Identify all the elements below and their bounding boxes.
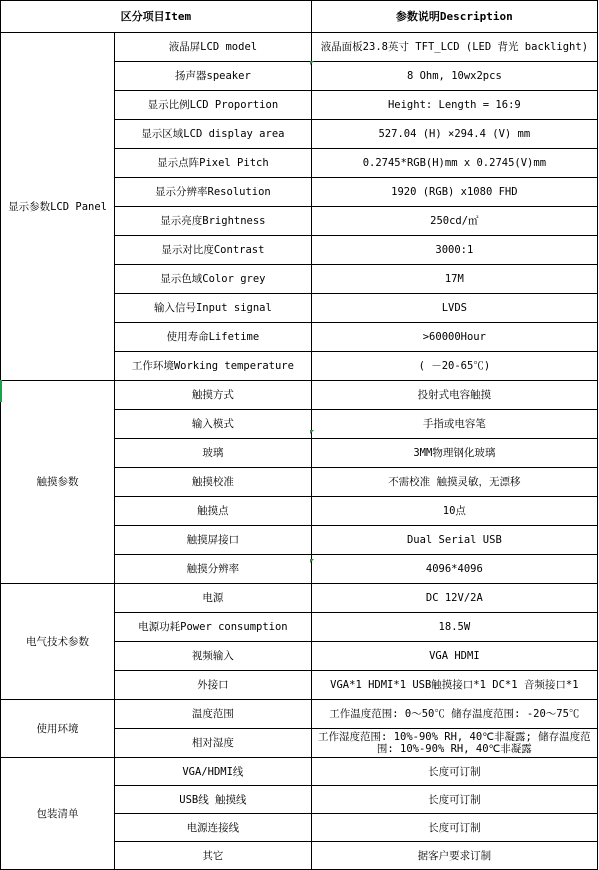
header-item: 区分项目Item (1, 1, 312, 33)
desc-cell: 250cd/㎡ (311, 207, 597, 236)
desc-cell: DC 12V/2A (311, 584, 597, 613)
item-cell: 显示比例LCD Proportion (115, 91, 312, 120)
desc-cell: VGA*1 HDMI*1 USB触摸接口*1 DC*1 音频接口*1 (311, 671, 597, 700)
header-row (1, 1, 598, 33)
item-cell: 玻璃 (115, 439, 312, 468)
desc-cell: 4096*4096 (311, 555, 597, 584)
desc-cell: 手指或电容笔 (311, 410, 597, 439)
item-cell: 触摸分辨率 (115, 555, 312, 584)
item-cell: 相对湿度 (115, 729, 312, 758)
group-electrical: 电气技术参数 (1, 584, 115, 700)
selection-edge-marker (0, 380, 2, 402)
item-cell: 扬声器speaker (115, 62, 312, 91)
desc-cell: 17M (311, 265, 597, 294)
desc-cell: 1920 (RGB) x1080 FHD (311, 178, 597, 207)
group-environment: 使用环境 (1, 700, 115, 758)
item-cell: 工作环境Working temperature (115, 352, 312, 381)
desc-cell: 投射式电容触摸 (311, 381, 597, 410)
item-cell: 外接口 (115, 671, 312, 700)
item-cell: USB线 触摸线 (115, 786, 312, 814)
desc-cell: LVDS (311, 294, 597, 323)
table-row (1, 33, 598, 62)
desc-cell: 0.2745*RGB(H)mm x 0.2745(V)mm (311, 149, 597, 178)
item-cell: 显示点阵Pixel Pitch (115, 149, 312, 178)
desc-cell: 18.5W (311, 613, 597, 642)
item-cell: 显示亮度Brightness (115, 207, 312, 236)
item-cell: 电源 (115, 584, 312, 613)
header-description: 参数说明Description (311, 1, 597, 33)
item-cell: 显示对比度Contrast (115, 236, 312, 265)
item-cell: VGA/HDMI线 (115, 758, 312, 786)
group-packaging: 包装清单 (1, 758, 115, 870)
group-lcd-panel: 显示参数LCD Panel (1, 33, 115, 381)
item-cell: 触摸屏接口 (115, 526, 312, 555)
desc-cell: 工作温度范围: 0～50℃ 储存温度范围: -20～75℃ (311, 700, 597, 729)
table-row (1, 758, 598, 786)
item-cell: 电源功耗Power consumption (115, 613, 312, 642)
item-cell: 输入信号Input signal (115, 294, 312, 323)
desc-cell: 3MM物理钢化玻璃 (311, 439, 597, 468)
item-cell: 温度范围 (115, 700, 312, 729)
desc-cell: 长度可订制 (311, 758, 597, 786)
item-cell: 电源连接线 (115, 814, 312, 842)
item-cell: 显示色域Color grey (115, 265, 312, 294)
cell-comment-marker (310, 61, 314, 65)
desc-cell: Height: Length = 16:9 (311, 91, 597, 120)
item-cell: 使用寿命Lifetime (115, 323, 312, 352)
cell-comment-marker (310, 559, 314, 563)
desc-cell: 据客户要求订制 (311, 842, 597, 870)
desc-cell: 10点 (311, 497, 597, 526)
table-row (1, 584, 598, 613)
cell-comment-marker (310, 430, 314, 434)
item-cell: 触摸方式 (115, 381, 312, 410)
desc-cell: ( －20-65℃) (311, 352, 597, 381)
desc-cell: 长度可订制 (311, 814, 597, 842)
table-row (1, 700, 598, 729)
item-cell: 触摸校准 (115, 468, 312, 497)
desc-cell: 工作湿度范围: 10%-90% RH, 40℃非凝露; 储存温度范围: 10%-90% RH, 40℃非凝露 (311, 729, 597, 758)
desc-cell: 不需校准 触摸灵敏，无漂移 (311, 468, 597, 497)
item-cell: 输入模式 (115, 410, 312, 439)
desc-cell: VGA HDMI (311, 642, 597, 671)
desc-cell: Dual Serial USB (311, 526, 597, 555)
item-cell: 视频输入 (115, 642, 312, 671)
item-cell: 液晶屏LCD model (115, 33, 312, 62)
desc-cell: 长度可订制 (311, 786, 597, 814)
desc-cell: 3000:1 (311, 236, 597, 265)
item-cell: 显示区域LCD display area (115, 120, 312, 149)
desc-cell: >60000Hour (311, 323, 597, 352)
table-row (1, 381, 598, 410)
item-cell: 其它 (115, 842, 312, 870)
desc-cell: 8 Ohm, 10wx2pcs (311, 62, 597, 91)
desc-cell: 527.04 (H) ×294.4 (V) mm (311, 120, 597, 149)
item-cell: 触摸点 (115, 497, 312, 526)
item-cell: 显示分辨率Resolution (115, 178, 312, 207)
group-touch: 触摸参数 (1, 381, 115, 584)
desc-cell: 液晶面板23.8英寸 TFT_LCD (LED 背光 backlight) (311, 33, 597, 62)
